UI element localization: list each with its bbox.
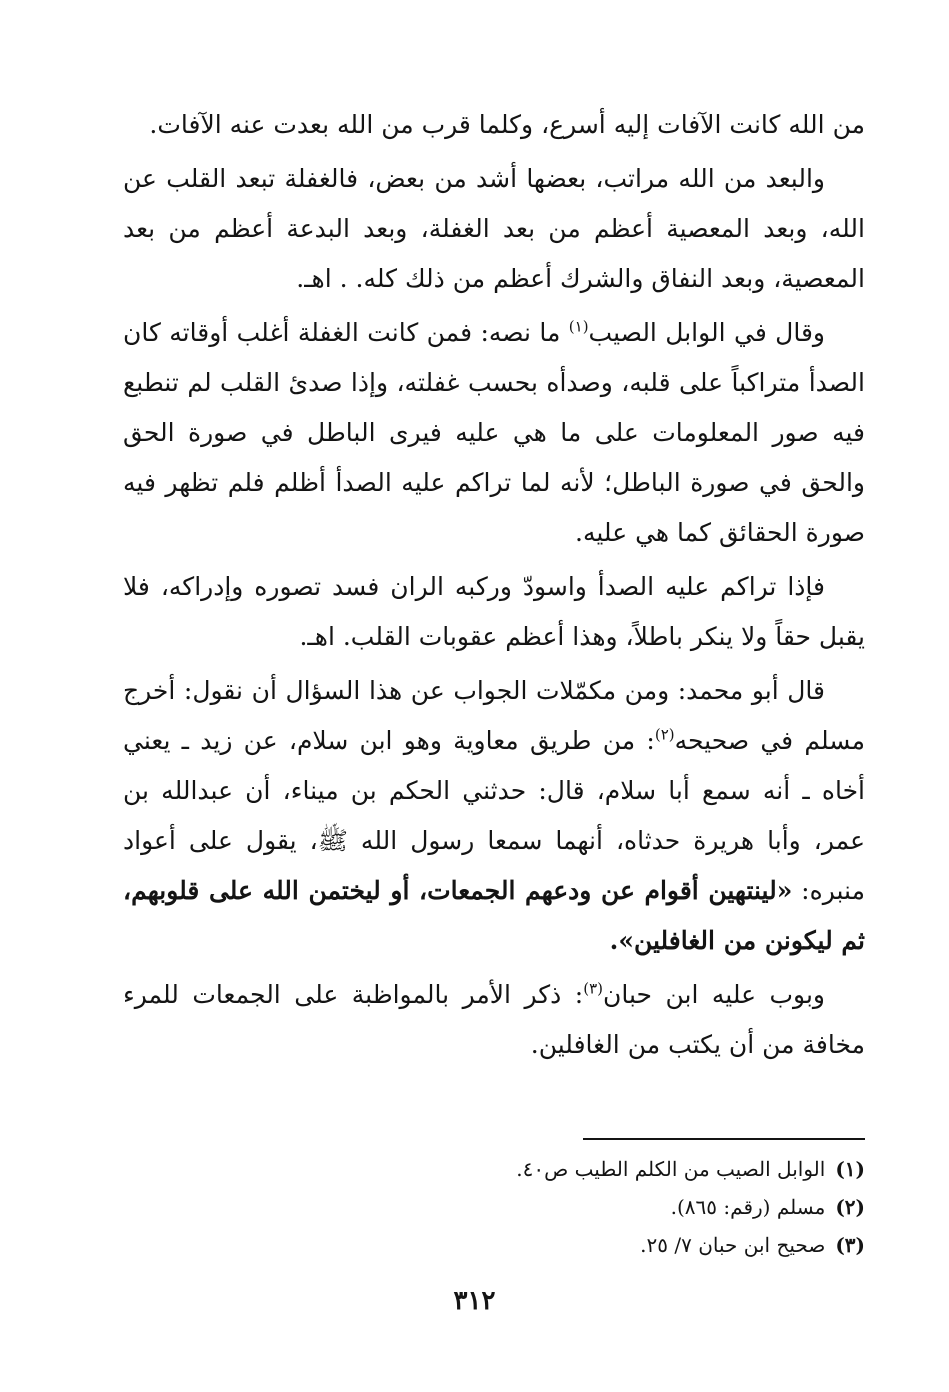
paragraph-text: فإذا تراكم عليه الصدأ واسودّ وركبه الران فسد تصوره وإدراكه، فلا يقبل حقاً ولا ينكر باطلاً، وهذا أعظم عقوبات القلب. اهـ. bbox=[123, 572, 865, 651]
paragraph-text: : ذكر الأمر بالمواظبة على الجمعات للمرء مخافة من أن يكتب من الغافلين. bbox=[123, 980, 865, 1059]
paragraph bbox=[123, 308, 865, 558]
footnote-number: (٣) bbox=[835, 1233, 865, 1257]
footnote-text: الوابل الصيب من الكلم الطيب ص٤٠. bbox=[516, 1157, 826, 1181]
paragraph-text: وبوب عليه ابن حبان bbox=[603, 980, 825, 1009]
hadith-quote: «لينتهين أقوام عن ودعهم الجمعات، أو ليختمن الله على قلوبهم، ثم ليكونن من الغافلين». bbox=[123, 876, 865, 955]
footnote bbox=[123, 1226, 865, 1264]
paragraph-text: والبعد من الله مراتب، بعضها أشد من بعض، فالغفلة تبعد القلب عن الله، وبعد المعصية أعظم من بعد الغفلة، وبعد البدعة أعظم من بعد المعصية، وبعد النفاق والشرك أعظم من ذلك كله. . اهـ. bbox=[123, 164, 865, 293]
paragraph bbox=[123, 154, 865, 304]
paragraph-text: ما نصه: فمن كانت الغفلة أغلب أوقاته كان الصدأ متراكباً على قلبه، وصدأه بحسب غفلته، وإذا صدئ القلب لم تنطبع فيه صور المعلومات على ما هي عليه فيرى الباطل في صورة الحق والحق في صورة الباطل؛ لأنه لما تراكم عليه الصدأ أظلم فلم تظهر فيه صورة الحقائق كما هي عليه. bbox=[123, 318, 865, 547]
paragraph bbox=[123, 100, 865, 150]
page-number: ٣١٢ bbox=[453, 1286, 496, 1316]
footnotes bbox=[123, 1150, 865, 1264]
footnote bbox=[123, 1188, 865, 1226]
paragraph-text: قال أبو محمد: ومن مكمّلات الجواب عن هذا السؤال أن نقول: أخرج مسلم في صحيحه bbox=[123, 676, 865, 755]
footnote-number: (١) bbox=[835, 1157, 865, 1181]
main-text bbox=[123, 100, 865, 1074]
footnote-number: (٢) bbox=[835, 1195, 865, 1219]
paragraph-text: : من طريق معاوية وهو ابن سلام، عن زيد ـ يعني أخاه ـ أنه سمع أبا سلام، قال: حدثني الحكم بن ميناء، أن عبدالله بن عمر، وأبا هريرة حدثاه، أنهما سمعا رسول الله ﷺ، يقول على أعواد منبره: bbox=[123, 726, 865, 905]
footnote bbox=[123, 1150, 865, 1188]
footnote-text: صحيح ابن حبان ٧/ ٢٥. bbox=[640, 1233, 826, 1257]
paragraph bbox=[123, 970, 865, 1070]
footnote-reference: (٣) bbox=[583, 979, 603, 998]
footnote-reference: (٢) bbox=[654, 725, 675, 744]
paragraph-text: وقال في الوابل الصيب bbox=[588, 318, 825, 347]
footnote-separator bbox=[583, 1138, 865, 1140]
paragraph bbox=[123, 666, 865, 966]
paragraph bbox=[123, 562, 865, 662]
footnote-text: مسلم (رقم: ٨٦٥). bbox=[670, 1195, 826, 1219]
paragraph-text: من الله كانت الآفات إليه أسرع، وكلما قرب من الله بعدت عنه الآفات. bbox=[149, 110, 865, 139]
footnote-reference: (١) bbox=[568, 317, 589, 336]
